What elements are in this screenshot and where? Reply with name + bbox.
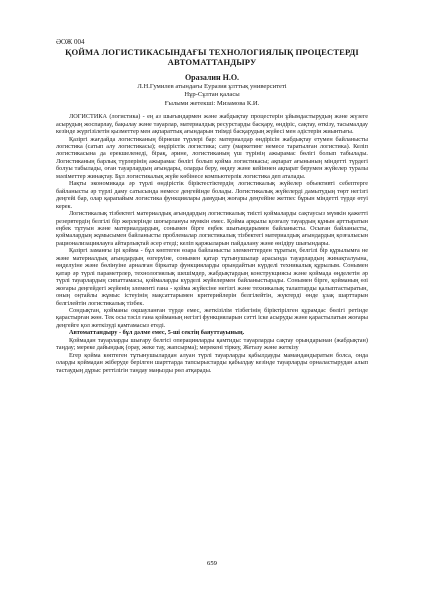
paragraph: Қазіргі жағдайда логистиканың бірнеше түрлері бар: материалдар өндірісін жабдықтау етумен байланысты логистика (сатып алу логистикасы); өндірістік логистика; сату (маркетинг немесе таратылған логистика). Келіп логистикасына да ерекшеленеді, бірақ, әрине, логистиканың үш түрінің ажырамас бөлігі болып табылады. Логистиканың барлық түрлерінің ажырамас бөлігі болып қойма логистикасы; ақпарат ағынының міндетті түрдегі болуы табылады, оған тауарлардың ағындары, оларды беру, өңдеу және кейіннен ақпарат берумен жүйелер туралы мәліметтер жинақтау. Бұл логистикалық жүйе көбінесе компьютерлік логистика деп аталады. — [56, 135, 368, 180]
paragraph: Нақты экономикада әр түрлі өндірістік біріктестіктердің логистикалық жүйелер объективті себептерге байланысты әр түрлі даму сатысында немесе деңгейінде болады. Логистикалық жүйелерді дамытудың төрт негізгі деңгейі бар, олар қарапайым логистика функциялары дамудың жоғары деңгейіне жетпес бұрын міндетті түрде өтуі керек. — [56, 180, 368, 210]
section-subheading: Автоматтандыру - бұл дәлме емес, 5-ші сектің баяуттауының. — [69, 329, 245, 337]
affiliation-university: Л.Н.Гумилев атындағы Еуразия ұлттық университеті — [137, 83, 287, 90]
affiliation-supervisor: Ғылыми жетекші: Мизамова К.И. — [164, 99, 260, 107]
paragraph: ЛОГИСТИКА (логистика) - ең аз шығындармен және жабдықтау процестерін ұйымдастырудың және жүзеге асырудың жоспарлау, бақылау және тауарлар, материалдық ресурстарды басқару, өндіріс, сақтау, өткізу, тасымалдау кезінде жүргізілетін қызметтер мен ақпараттық ағындарын тиімді басқарудың жүйесі мен әдістерін жиынтығы. — [56, 113, 368, 136]
paragraph: Сондықтан, қойманы оқшауланған түрде емес, жеткізілім тізбегінің біріктірілген құрамдас бөлігі ретінде қарастырған жөн. Тек осы тәсіл ғана қойманың негізгі функцияларын сәтті іске асыруды және қарастылатын жоғары деңгейге қол жеткізуді қамтамасыз етеді. — [56, 307, 368, 329]
paragraph: Логистикалық тізбектегі материалдық ағындардың логистикалық тиісті қоймаларды сақтаусыз мүмкін қажетті резервтердің белгілі бір жерлерінде шоғырлануы мүмкін емес. Қойма арқылы қозғалу тауардың құнын арттыратын еңбек тұтуын және материалдардың, сонымен бірге еңбек шығындарымен байланысты. Осыған байланысты, қоймалардың жұмысымен байланысты проблемалар логистикалық тізбектегі материалдық ағындардың қозғалысын рационализациялауға айтарлықтай әсер етеді; келіп қаржыларын пайдалану және өнідіру шығындары. — [56, 210, 368, 247]
udc-code: ӘОЖ 004 — [56, 38, 85, 46]
paper-title: ҚОЙМА ЛОГИСТИКАСЫНДАҒЫ ТЕХНОЛОГИЯЛЫҚ ПРОЦЕСТЕРДІ АВТОМАТТАНДЫРУ — [65, 47, 359, 67]
author-name: Оразалин Н.О. — [184, 73, 240, 82]
paragraph: Егер қойма көптеген тұтынушылардан алуан түрлі тауарларды қабылдауды мамандандыратын болса, онда оларды қоймадан жіберуде берілген шарттарда тапсырыстарды қабылдау кезінде тауарларды орналастырудан алып тастаудың дұрыс реттілігін таңдау маңызды рөл атқарады. — [56, 351, 368, 374]
paragraph: Қазіргі заманғы ірі қойма - бұл көптеген өзара байланысты элементтерден тұратын, белгілі бір құрылымға не және материалдық ағындардың өзгеруіне, сонымен қатар тұтынушылар арасында тауарлардың жинақталуына, өңделуіне және бөлінуіне арналған біркатар функцияларды орындайтын күрделі техникалық құрылым. Сонымен қатар әр түрлі параметрлер, технологиялық шешімдер, жабдықтардың конструкциясы және қоймада өңделетін әр түрлі тауарлардың сипаттамасы, қоймаларды күрделі жүйелермен байланыстырады. Сонымен бірге, қойманың өзі жоғары деңгейдегі жүйенің элементі ғана - қойма жүйесіне негізгі және техникалық талаптарды қалыптастыратын, оның оңтайлы жұмыс істеуінің мақсаттарымен критерийлерін белгілейтін, жүктерді өнде ұзақ шарттарын белгілейтін логистикалық тізбек. — [56, 247, 368, 307]
body-text — [56, 113, 368, 374]
paragraph: Қоймадан тауарларды шығару белгісі операцияларды қамтиды: тауарларды сақтау орындарынан (жабдықтан) таңдау; мереке дайындық (орау, жеке тау, жапсырма); мерекені тіркеу, Жетазу және жеткізу — [56, 336, 368, 352]
page-number: 659 — [207, 560, 217, 567]
affiliation-city: Нұр-Сұлтан қаласы — [184, 91, 240, 99]
